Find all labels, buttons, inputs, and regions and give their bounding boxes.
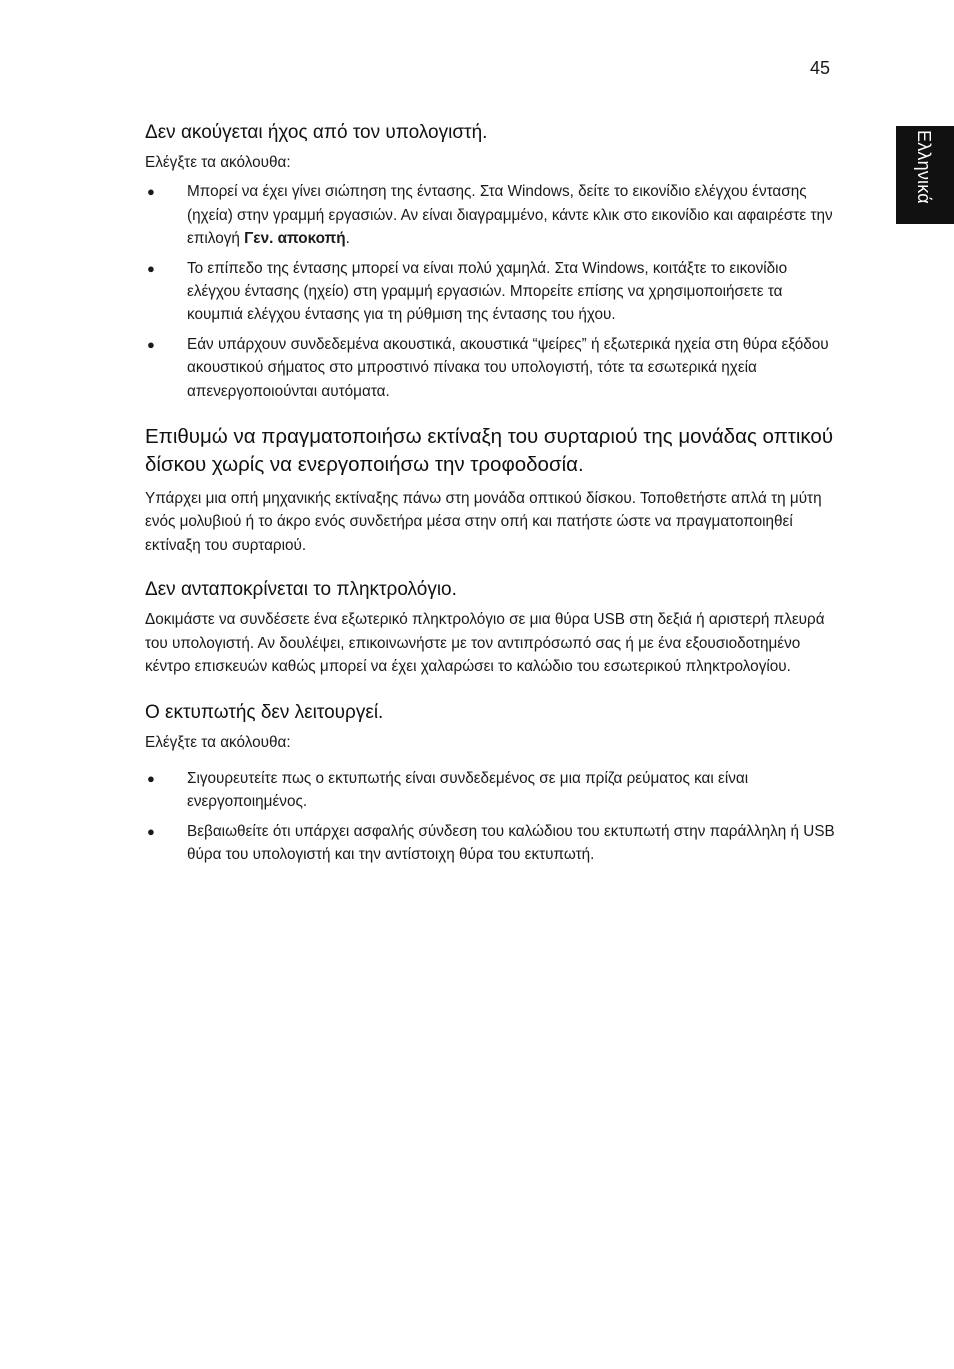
section-printer-not-working: [145, 700, 835, 867]
language-tab-label: Ελληνικά: [914, 130, 934, 204]
bullet-list: [145, 767, 835, 867]
list-item: [145, 180, 835, 250]
bullet-icon: ●: [147, 823, 155, 839]
bullet-list: [145, 180, 835, 403]
list-item: [145, 767, 835, 814]
section-heading: Δεν ακούγεται ήχος από τον υπολογιστή.: [145, 122, 488, 143]
bullet-icon: ●: [147, 260, 155, 276]
list-item-text: Μπορεί να έχει γίνει σιώπηση της έντασης. Στα Windows, δείτε το εικονίδιο ελέγχου έντασης (ηχεία) στην γραμμή εργασιών. Αν είναι διαγραμμένο, κάντε κλικ στο εικονίδιο και αφαιρέστε την επιλογή: [187, 183, 833, 248]
list-item-text: Βεβαιωθείτε ότι υπάρχει ασφαλής σύνδεση του καλώδιου του εκτυπωτή στην παράλληλη ή USB θύρα του υπολογιστή και την αντίστοιχη θύρα του εκτυπωτή.: [187, 822, 835, 864]
section-heading: Δεν ανταποκρίνεται το πληκτρολόγιο.: [145, 579, 457, 601]
page-number: 45: [809, 58, 830, 78]
list-item: [145, 820, 835, 867]
list-item: [145, 333, 835, 403]
section-heading: Επιθυμώ να πραγματοποιήσω εκτίναξη του συρταριού της μονάδας οπτικού δίσκου χωρίς να ενεργοποιήσω την τροφοδοσία.: [145, 425, 834, 477]
section-keyboard-not-responding: [145, 577, 835, 678]
list-item-text: Σιγουρευτείτε πως ο εκτυπωτής είναι συνδεδεμένος σε μια πρίζα ρεύματος και είναι ενεργοποιημένος.: [187, 769, 749, 811]
page-content: [145, 120, 835, 867]
section-heading: Ο εκτυπωτής δεν λειτουργεί.: [145, 701, 384, 723]
section-body: Δοκιμάστε να συνδέσετε ένα εξωτερικό πληκτρολόγιο σε μια θύρα USB στη δεξιά ή αριστερή πλευρά του υπολογιστή. Αν δουλέψει, επικοινωνήστε με τον αντιπρόσωπό σας ή με ένα εξουσιοδοτημένο κέντρο επισκευών καθώς μπορεί να έχει χαλαρώσει το καλώδιο του εσωτερικού πληκτρολογίου.: [145, 611, 825, 676]
bullet-icon: ●: [147, 770, 155, 786]
list-item-text: Εάν υπάρχουν συνδεδεμένα ακουστικά, ακουστικά “ψείρες” ή εξωτερικά ηχεία στη θύρα εξόδου ακουστικού σήματος στο μπροστινό πίνακα του υπολογιστή, τότε τα εσωτερικά ηχεία απενεργοποιούνται αυτόματα.: [187, 335, 829, 400]
section-eject-optical-drive: [145, 423, 835, 557]
list-item-text: Το επίπεδο της έντασης μπορεί να είναι πολύ χαμηλά. Στα Windows, κοιτάξτε το εικονίδιο ελέγχου έντασης (ηχείο) στη γραμμή εργασιών. Μπορείτε επίσης να χρησιμοποιήσετε τα κουμπιά ελέγχου έντασης για τη ρύθμιση της έντασης του ήχου.: [187, 259, 788, 324]
bullet-icon: ●: [147, 336, 155, 352]
section-intro: Ελέγξτε τα ακόλουθα:: [145, 733, 291, 751]
list-item-text-end: .: [345, 230, 350, 248]
section-body: Υπάρχει μια οπή μηχανικής εκτίναξης πάνω στη μονάδα οπτικού δίσκου. Τοποθετήστε απλά τη μύτη ενός μολυβιού ή το άκρο ενός συνδετήρα μέσα στην οπή και πατήστε ώστε να πραγματοποιηθεί εκτίναξη του συρταριού.: [145, 490, 822, 554]
list-item: [145, 257, 835, 327]
section-no-sound: [145, 120, 835, 403]
section-intro: Ελέγξτε τα ακόλουθα:: [145, 154, 291, 171]
list-item-bold-text: Γεν. αποκοπή: [244, 230, 346, 248]
bullet-icon: ●: [147, 184, 155, 200]
